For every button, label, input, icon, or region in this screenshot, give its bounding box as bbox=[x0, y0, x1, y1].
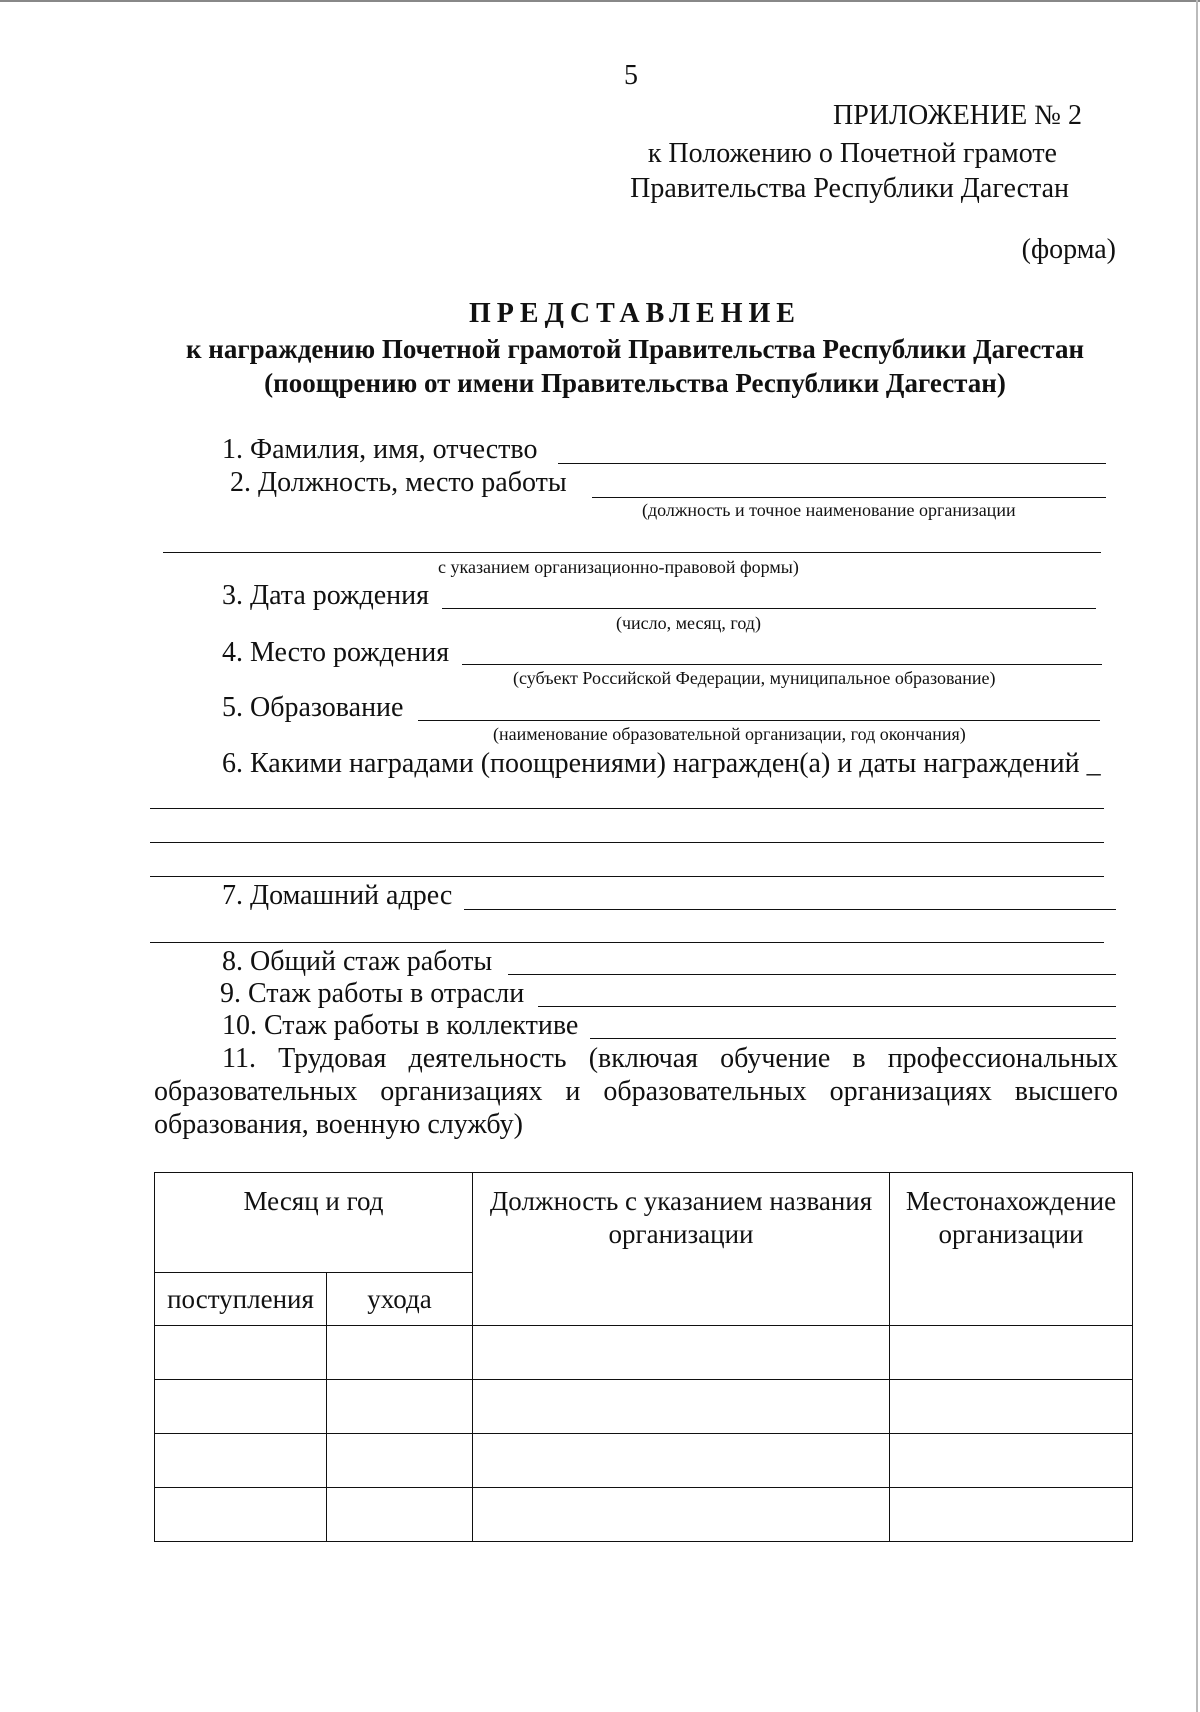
caption-birth-date: (число, месяц, год) bbox=[616, 613, 761, 633]
table-cell[interactable] bbox=[473, 1488, 890, 1542]
table-cell[interactable] bbox=[327, 1488, 473, 1542]
field-label-awards: 6. Какими наградами (поощрениями) награжден(а) и даты награждений _ bbox=[222, 748, 1101, 779]
table-cell[interactable] bbox=[327, 1434, 473, 1488]
table-row bbox=[155, 1326, 1133, 1380]
header-start: поступления bbox=[155, 1273, 327, 1326]
header-text: Должность с указанием названия bbox=[489, 1186, 873, 1216]
field-label-home-address: 7. Домашний адрес bbox=[222, 880, 453, 911]
table-cell[interactable] bbox=[890, 1326, 1133, 1380]
header-end: ухода bbox=[327, 1273, 473, 1326]
caption-birth-place: (субъект Российской Федерации, муниципальное образование) bbox=[513, 668, 996, 688]
document-title: ПРЕДСТАВЛЕНИЕ bbox=[469, 298, 801, 329]
full-name-line[interactable] bbox=[558, 463, 1106, 464]
caption-position: (должность и точное наименование организации bbox=[642, 500, 1016, 520]
table-cell[interactable] bbox=[473, 1380, 890, 1434]
awards-line-2[interactable] bbox=[150, 842, 1104, 843]
document-subtitle-line2: (поощрению от имени Правительства Республики Дагестан) bbox=[264, 368, 1006, 398]
header-text: организации bbox=[608, 1219, 754, 1249]
home-address-line[interactable] bbox=[464, 909, 1116, 910]
labor-activity-paragraph bbox=[154, 1042, 1118, 1141]
header-location bbox=[890, 1173, 1133, 1326]
header-text: Месяц и год bbox=[243, 1186, 384, 1216]
field-label-birth-place: 4. Место рождения bbox=[222, 637, 450, 668]
field-label-birth-date: 3. Дата рождения bbox=[222, 580, 429, 611]
field-label-total-experience: 8. Общий стаж работы bbox=[222, 946, 493, 977]
field-label-position: 2. Должность, место работы bbox=[230, 467, 567, 498]
caption-education: (наименование образовательной организации, год окончания) bbox=[493, 724, 966, 744]
paragraph-line: образовательных организациях и образовательных организациях высшего bbox=[154, 1076, 1118, 1107]
scan-edge bbox=[1196, 0, 1198, 1712]
field-label-education: 5. Образование bbox=[222, 692, 404, 723]
industry-experience-line[interactable] bbox=[538, 1006, 1116, 1007]
awards-line-3[interactable] bbox=[150, 876, 1104, 877]
field-label-team-experience: 10. Стаж работы в коллективе bbox=[222, 1010, 579, 1041]
position-line-2[interactable] bbox=[163, 552, 1101, 553]
table-cell[interactable] bbox=[155, 1326, 327, 1380]
table-cell[interactable] bbox=[890, 1434, 1133, 1488]
table-row bbox=[155, 1380, 1133, 1434]
table-cell[interactable] bbox=[473, 1434, 890, 1488]
caption-legal-form: с указанием организационно-правовой формы) bbox=[438, 557, 799, 577]
header-text: Местонахождение bbox=[905, 1186, 1117, 1216]
form-mark: (форма) bbox=[1021, 234, 1116, 265]
header-position bbox=[473, 1173, 890, 1326]
table-cell[interactable] bbox=[890, 1488, 1133, 1542]
table-row bbox=[155, 1434, 1133, 1488]
home-address-line-2[interactable] bbox=[150, 942, 1104, 943]
table-header-row bbox=[155, 1173, 1133, 1273]
paragraph-line: 11. Трудовая деятельность (включая обучение в профессиональных bbox=[222, 1043, 1118, 1074]
labor-activity-table bbox=[154, 1172, 1133, 1542]
total-experience-line[interactable] bbox=[508, 974, 1116, 975]
header-text: организации bbox=[938, 1219, 1084, 1249]
table-cell[interactable] bbox=[890, 1380, 1133, 1434]
appendix-number: ПРИЛОЖЕНИЕ № 2 bbox=[833, 100, 1082, 131]
table-cell[interactable] bbox=[155, 1488, 327, 1542]
header-month-year bbox=[155, 1173, 473, 1273]
field-label-industry-experience: 9. Стаж работы в отрасли bbox=[220, 978, 525, 1009]
table-cell[interactable] bbox=[327, 1380, 473, 1434]
table-row bbox=[155, 1488, 1133, 1542]
awards-line-1[interactable] bbox=[150, 808, 1104, 809]
page-number: 5 bbox=[624, 60, 638, 91]
table-cell[interactable] bbox=[473, 1326, 890, 1380]
paragraph-line: образования, военную службу) bbox=[154, 1109, 523, 1140]
appendix-reference: к Положению о Почетной грамоте bbox=[647, 138, 1057, 169]
table-cell[interactable] bbox=[155, 1434, 327, 1488]
scan-edge bbox=[0, 0, 1200, 2]
field-label-full-name: 1. Фамилия, имя, отчество bbox=[222, 434, 538, 465]
education-line[interactable] bbox=[418, 720, 1100, 721]
document-subtitle: к награждению Почетной грамотой Правительства Республики Дагестан bbox=[185, 334, 1085, 364]
table-cell[interactable] bbox=[155, 1380, 327, 1434]
position-line[interactable] bbox=[592, 497, 1106, 498]
birth-date-line[interactable] bbox=[442, 608, 1096, 609]
appendix-reference-line2: Правительства Республики Дагестан bbox=[630, 173, 1069, 204]
birth-place-line[interactable] bbox=[462, 664, 1102, 665]
table-cell[interactable] bbox=[327, 1326, 473, 1380]
team-experience-line[interactable] bbox=[590, 1038, 1116, 1039]
